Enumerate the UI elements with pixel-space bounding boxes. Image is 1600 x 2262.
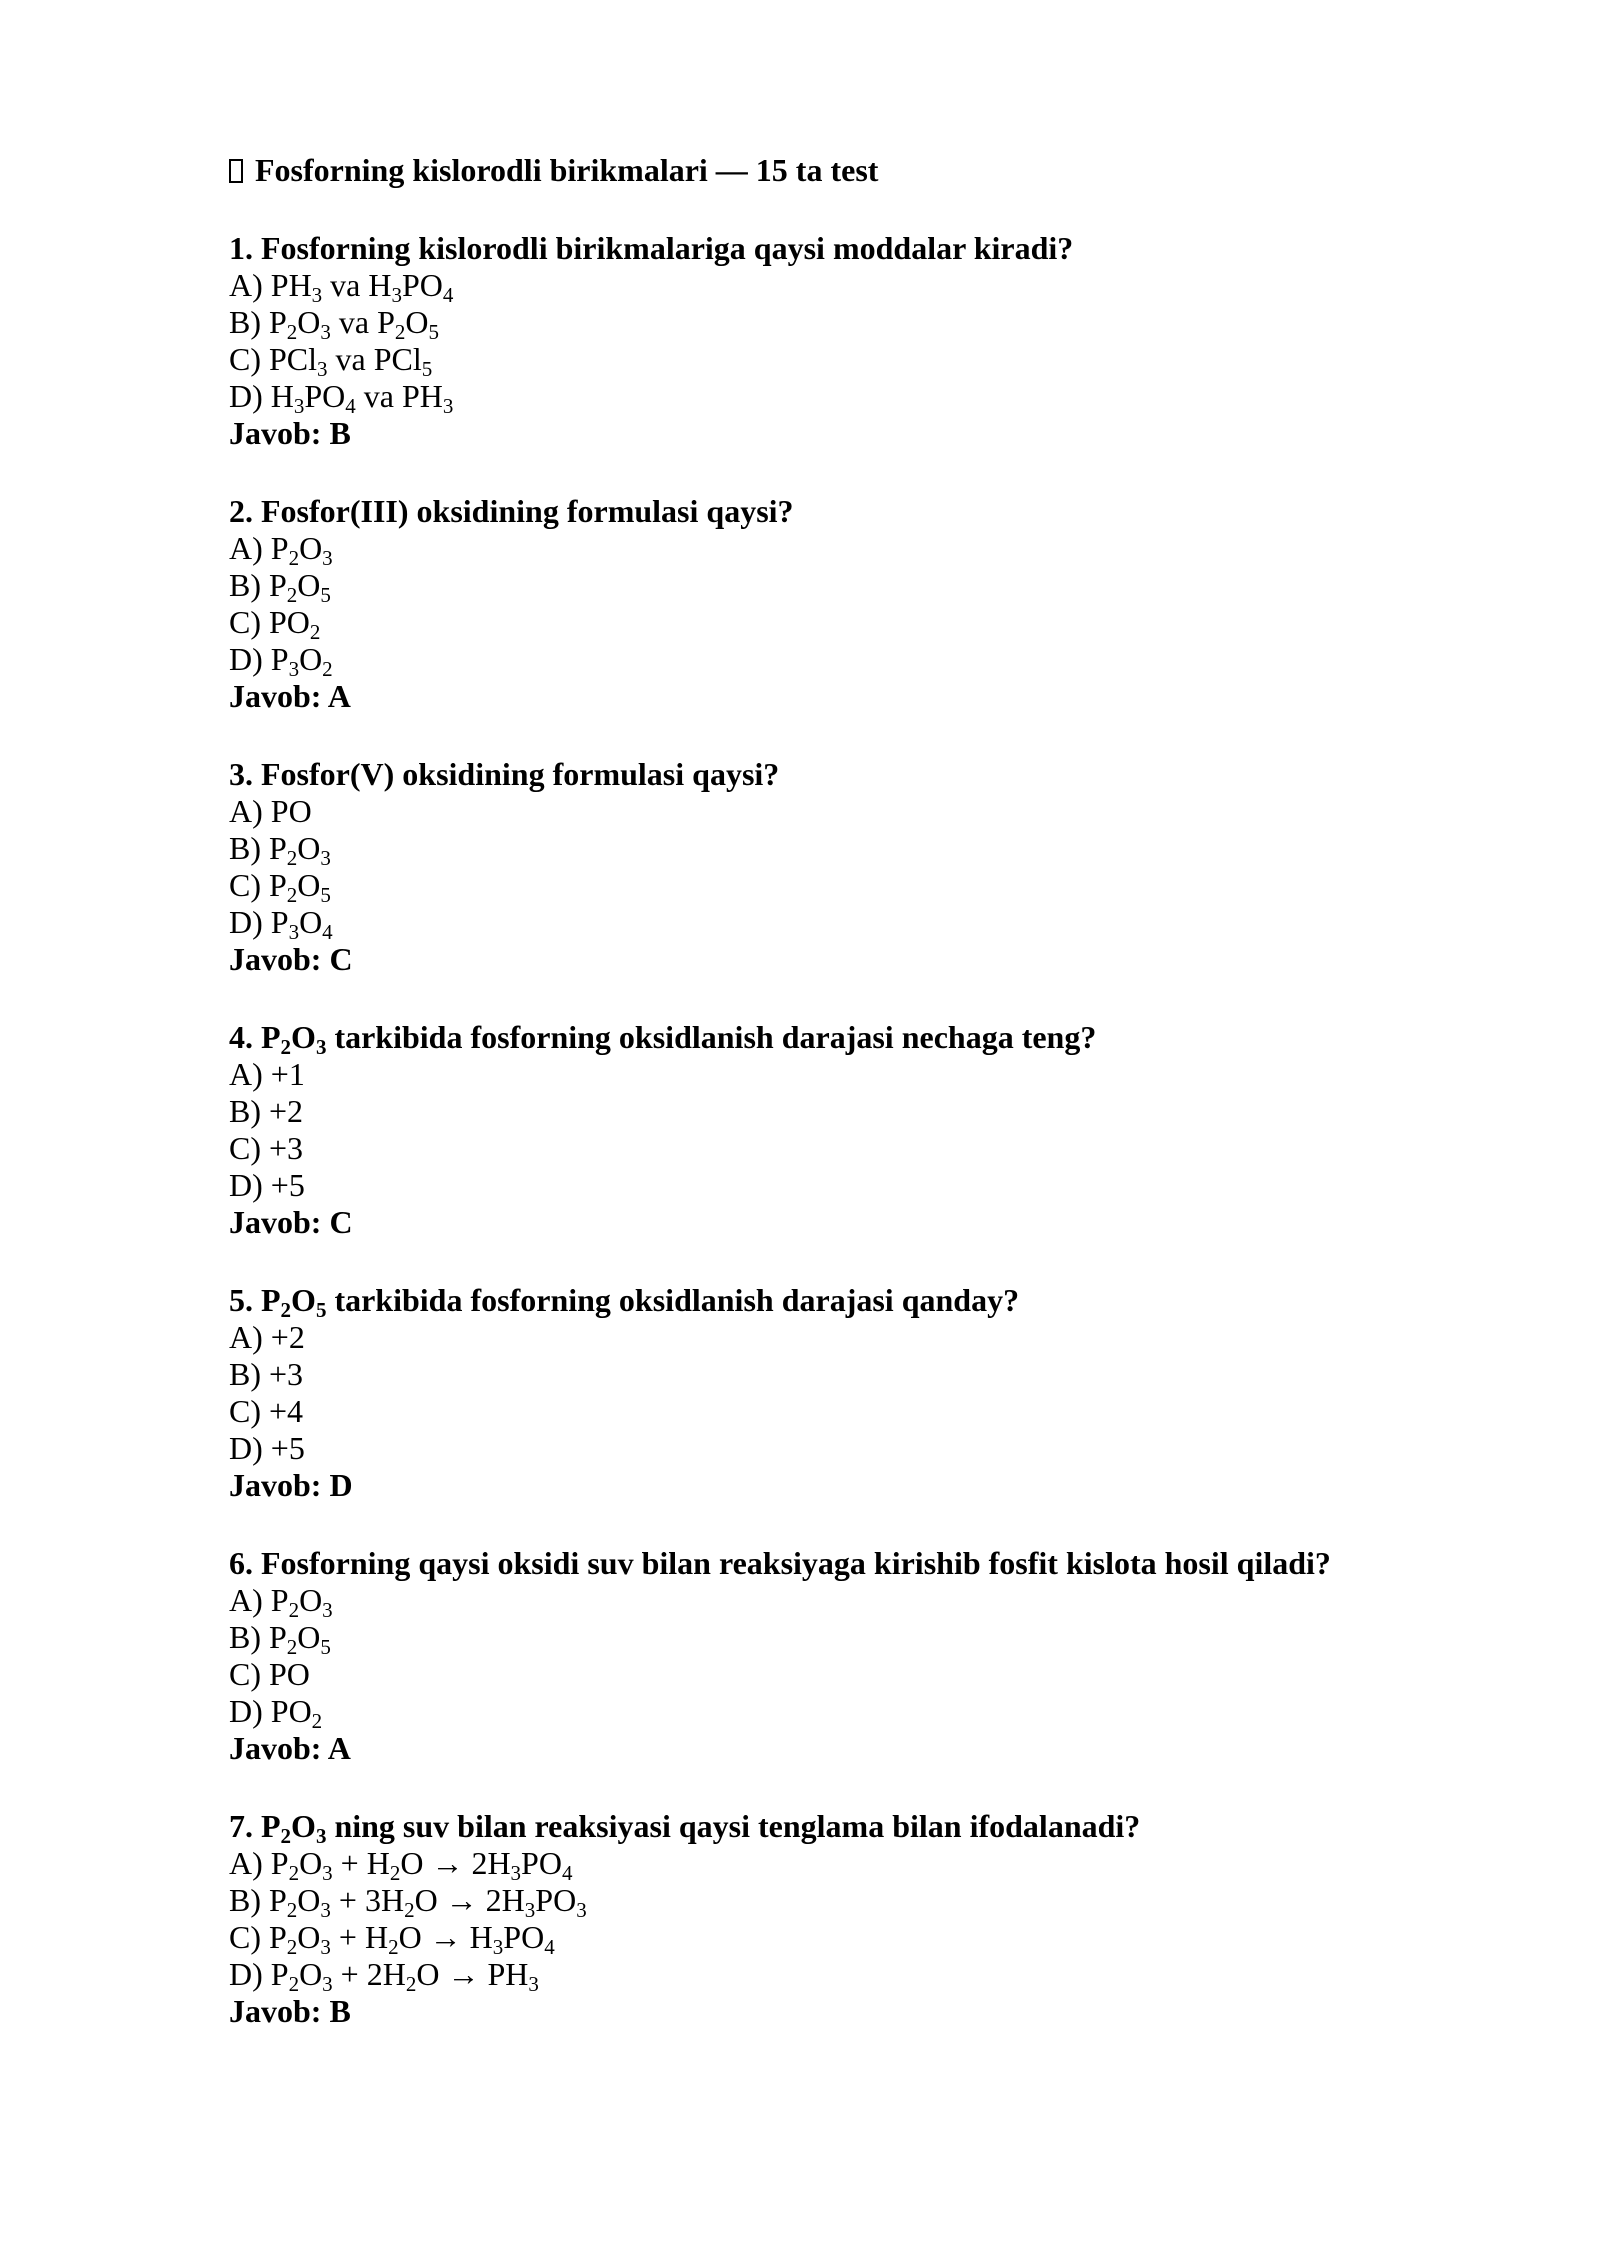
missing-glyph-icon (229, 159, 243, 183)
question-text: 5. $P_2O_5$ tarkibida fosforning oksidlanish darajasi qanday? (229, 1282, 1020, 1322)
answer-option: C) PCl$_3$ va PCl$_5$ (229, 341, 433, 381)
answer-option: A) $P_2O_3$ (229, 1582, 333, 1622)
question-block (229, 1019, 1409, 1241)
answer-option: C) $PO_2$ (229, 604, 321, 644)
correct-answer: Javob: D (229, 1467, 353, 1503)
correct-answer: Javob: B (229, 1993, 351, 2029)
answer-option: D) $P_3O_2$ (229, 641, 333, 681)
answer-option: D) +5 (229, 1167, 305, 1203)
answer-option: B) +2 (229, 1093, 304, 1129)
answer-option: D) $P_2O_3 + 2H_2O \to PH_3$ (229, 1956, 539, 1996)
answer-option: B) +3 (229, 1356, 304, 1392)
document-page (229, 152, 1409, 2071)
question-block (229, 756, 1409, 978)
question-text: 1. Fosforning kislorodli birikmalariga qaysi moddalar kiradi? (229, 230, 1074, 266)
answer-option: B) $P_2O_5$ (229, 1619, 331, 1659)
question-text: 2. Fosfor(III) oksidining formulasi qaysi? (229, 493, 794, 529)
document-title (229, 152, 1409, 189)
answer-option: B) $P_2O_5$ (229, 567, 331, 607)
answer-option: A) $P_2O_3$ (229, 530, 333, 570)
question-text: 7. $P_2O_3$ ning suv bilan reaksiyasi qaysi tenglama bilan ifodalanadi? (229, 1808, 1141, 1848)
answer-option: D) $PO_2$ (229, 1693, 323, 1733)
answer-option: B) $P_2O_3$ va $P_2O_5$ (229, 304, 440, 344)
question-text: 3. Fosfor(V) oksidining formulasi qaysi? (229, 756, 780, 792)
answer-option: C) +3 (229, 1130, 304, 1166)
answer-option: A) $PH_3$ va $H_3PO_4$ (229, 267, 454, 307)
question-block (229, 1545, 1409, 1767)
question-block (229, 230, 1409, 452)
answer-option: A) +1 (229, 1056, 305, 1092)
question-block (229, 1282, 1409, 1504)
answer-option: A) $P_2O_3 + H_2O \to 2H_3PO_4$ (229, 1845, 573, 1885)
correct-answer: Javob: C (229, 941, 353, 977)
answer-option: C) +4 (229, 1393, 304, 1429)
question-block (229, 1808, 1409, 2030)
correct-answer: Javob: B (229, 415, 351, 451)
answer-option: D) $H_3PO_4$ va $PH_3$ (229, 378, 454, 418)
answer-option: D) +5 (229, 1430, 305, 1466)
answer-option: B) $P_2O_3$ (229, 830, 331, 870)
answer-option: C) $P_2O_5$ (229, 867, 331, 907)
correct-answer: Javob: A (229, 678, 351, 714)
question-text: 6. Fosforning qaysi oksidi suv bilan reaksiyaga kirishib fosfit kislota hosil qiladi? (229, 1545, 1331, 1581)
answer-option: C) $P_2O_3 + H_2O \to H_3PO_4$ (229, 1919, 555, 1959)
document-title-text: Fosforning kislorodli birikmalari — 15 ta test (255, 152, 879, 188)
question-list (229, 230, 1409, 2030)
correct-answer: Javob: A (229, 1730, 351, 1766)
answer-option: D) $P_3O_4$ (229, 904, 333, 944)
question-text: 4. $P_2O_3$ tarkibida fosforning oksidlanish darajasi nechaga teng? (229, 1019, 1097, 1059)
answer-option: B) $P_2O_3 + 3H_2O \to 2H_3PO_3$ (229, 1882, 587, 1922)
correct-answer: Javob: C (229, 1204, 353, 1240)
answer-option: A) PO (229, 793, 312, 829)
question-block (229, 493, 1409, 715)
answer-option: C) PO (229, 1656, 310, 1692)
answer-option: A) +2 (229, 1319, 305, 1355)
